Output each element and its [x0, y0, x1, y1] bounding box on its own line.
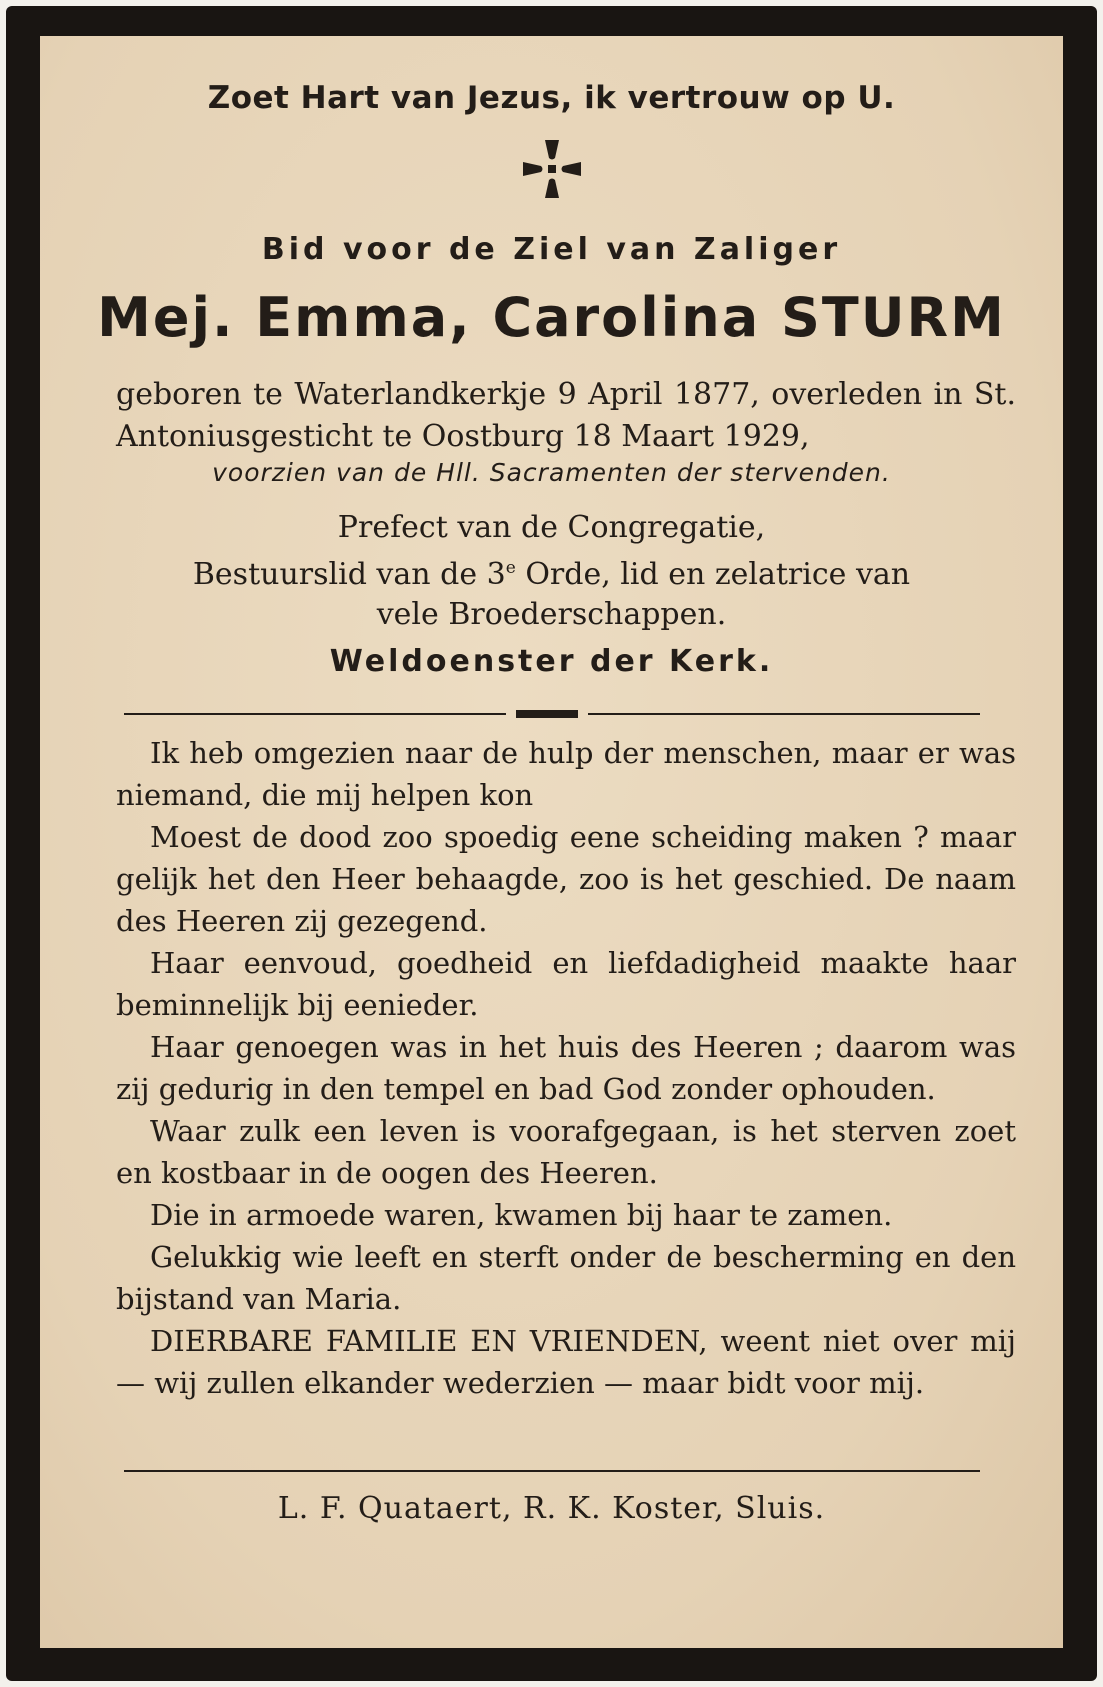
role-line: Prefect van de Congregatie,	[337, 510, 766, 545]
quote-paragraph: DIERBARE FAMILIE EN VRIENDEN, weent niet over mij — wij zullen elkander wederzien — maar bidt voor mij.	[116, 1324, 1016, 1400]
memorial-card	[6, 6, 1097, 1681]
role-line-part: Orde, lid en zelatrice van	[515, 557, 911, 592]
role-line	[40, 548, 1063, 595]
prayer-line: Bid voor de Ziel van Zaliger	[261, 232, 842, 267]
quote-paragraph: Die in armoede waren, kwamen bij haar te zamen.	[150, 1198, 893, 1232]
sacraments-line: voorzien van de Hll. Sacramenten der stervenden.	[212, 458, 891, 487]
birth-death-text: geboren te Waterlandkerkje 9 April 1877, overleden in St. Antoniusgesticht te Oostburg 18 Maart 1929,	[116, 377, 1016, 454]
ornamental-divider	[40, 704, 1063, 724]
scripture-text	[116, 732, 1016, 1404]
quote-paragraph: Haar eenvoud, goedheid en liefdadigheid maakte haar beminnelijk bij eenieder.	[116, 946, 1016, 1022]
deceased-name: Mej. Emma, Carolina STURM	[97, 286, 1006, 349]
quote-paragraph: Waar zulk een leven is voorafgegaan, is het sterven zoet en kostbaar in de oogen des Heeren.	[116, 1114, 1016, 1190]
quote-paragraph: Moest de dood zoo spoedig eene scheiding maken ? maar gelijk het den Heer behaagde, zoo is het geschied. De naam des Heeren zij gezegend.	[116, 820, 1016, 938]
quote-paragraph: Haar genoegen was in het huis des Heeren ; daarom was zij gedurig in den tempel en bad God zonder ophouden.	[116, 1030, 1016, 1106]
roles-block	[40, 508, 1063, 635]
role-line-part: Bestuurslid van de 3	[192, 557, 506, 592]
bottom-divider	[40, 1466, 1063, 1476]
ordinal-suffix: e	[505, 558, 516, 578]
invocation: Zoet Hart van Jezus, ik vertrouw op U.	[207, 80, 896, 116]
benefactor-title: Weldoenster der Kerk.	[329, 644, 774, 679]
role-line: vele Broederschappen.	[376, 597, 727, 632]
quote-paragraph: Ik heb omgezien naar de hulp der menschen, maar er was niemand, die mij helpen kon	[116, 736, 1016, 812]
cross-icon	[40, 136, 1063, 206]
quote-paragraph: Gelukkig wie leeft en sterft onder de bescherming en den bijstand van Maria.	[116, 1240, 1016, 1316]
card-paper	[40, 36, 1063, 1648]
publisher-line: L. F. Quataert, R. K. Koster, Sluis.	[277, 1491, 826, 1526]
